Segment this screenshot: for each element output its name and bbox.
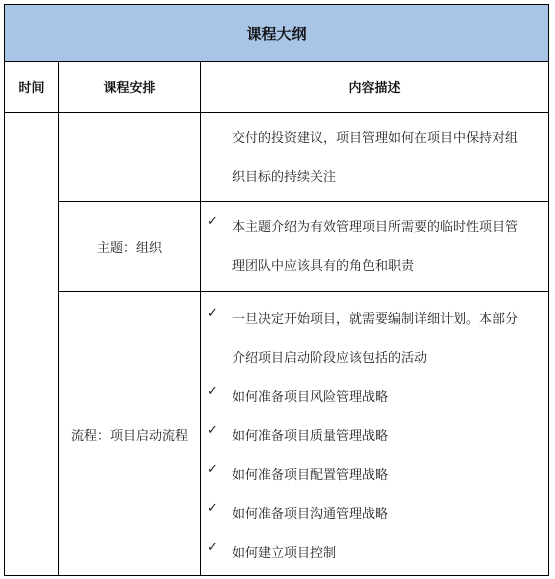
checkmark-icon: ✓	[207, 384, 218, 399]
row3-line-3: 如何准备项目风险管理战略	[232, 390, 389, 405]
row3-arrangement: 流程：项目启动流程	[70, 428, 188, 444]
row3-line-4: 如何准备项目质量管理战略	[232, 429, 389, 444]
row3-line-1: 一旦决定开始项目，就需要编制详细计划。本部分	[232, 312, 519, 327]
table-title: 课程大纲	[5, 5, 548, 62]
checkmark-icon: ✓	[207, 462, 218, 477]
row3-line-2: 介绍项目启动阶段应该包括的活动	[232, 351, 428, 366]
row1-line-1: 交付的投资建议，项目管理如何在项目中保持对组	[232, 131, 519, 146]
row1-arrangement	[59, 113, 200, 201]
checkmark-icon: ✓	[207, 306, 218, 321]
column-divider-2	[200, 61, 201, 576]
header-arrangement: 课程安排	[103, 81, 156, 96]
row1-line-2: 织目标的持续关注	[232, 170, 337, 185]
row3-line-6: 如何准备项目沟通管理战略	[232, 507, 389, 522]
row2-arrangement: 主题：组织	[96, 241, 162, 256]
row2-line-1: 本主题介绍为有效管理项目所需要的临时性项目管	[232, 220, 519, 235]
header-time: 时间	[18, 81, 45, 96]
checkmark-icon: ✓	[207, 423, 218, 438]
checkmark-icon: ✓	[207, 540, 218, 555]
row3-line-5: 如何准备项目配置管理战略	[232, 468, 389, 483]
header-description: 内容描述	[348, 81, 401, 96]
checkmark-icon: ✓	[207, 214, 218, 229]
header-row	[5, 61, 548, 113]
checkmark-icon: ✓	[207, 501, 218, 516]
row2-line-2: 理团队中应该具有的角色和职责	[232, 259, 415, 274]
course-outline-table	[4, 4, 549, 576]
row3-line-7: 如何建立项目控制	[232, 546, 337, 561]
